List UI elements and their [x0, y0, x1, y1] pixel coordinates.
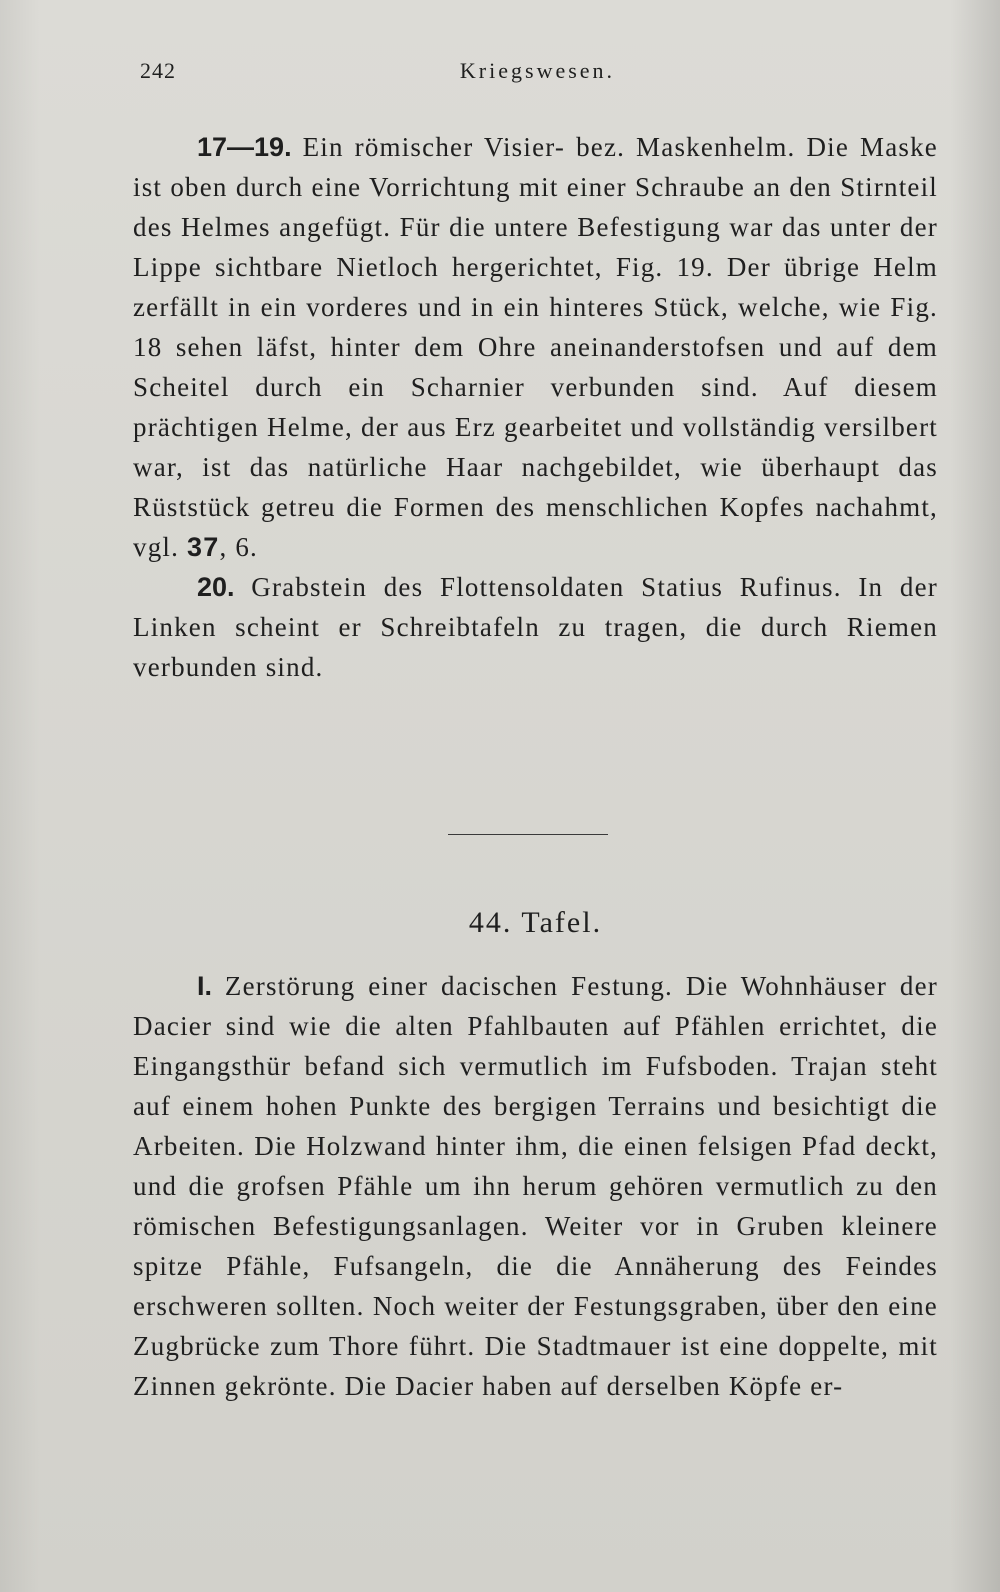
- page-header: [140, 58, 935, 98]
- paragraph-text: Grabstein des Flottensoldaten Statius Rufinus. In der Linken scheint er Schreibtafeln zu tragen, die durch Riemen verbunden sind.: [133, 572, 939, 682]
- plate-heading: 44. Tafel.: [468, 906, 603, 939]
- section-divider: [448, 834, 608, 835]
- figure-number: I.: [197, 971, 213, 1001]
- paragraph-17-19: [133, 127, 938, 567]
- running-title: Kriegswesen.: [459, 58, 616, 83]
- page-number: 242: [140, 58, 176, 83]
- section-plate-44-notes: [133, 966, 938, 1406]
- paragraph-20: [133, 567, 938, 687]
- paragraph-1: [133, 966, 938, 1406]
- figure-number: 20.: [197, 572, 235, 602]
- paragraph-text: Zerstörung einer dacischen Festung. Die Wohnhäuser der Dacier sind wie die alten Pfahlbauten auf Pfählen errichtet, die Eingangsthür befand sich vermutlich im Fufsboden. Trajan steht auf einem hohen Punkte des bergigen Terrains und besichtigt die Arbeiten. Die Holzwand hinter ihm, die einen felsigen Pfad deckt, und die grofsen Pfähle um ihn herum gehören vermutlich zu den römischen Befestigungsanlagen. Weiter vor in Gruben kleinere spitze Pfähle, Fufsangeln, die die Annäherung des Feindes erschweren sollten. Noch weiter der Festungsgraben, über den eine Zugbrücke zum Thore führt. Die Stadtmauer ist eine doppelte, mit Zinnen gekrönte. Die Dacier haben auf derselben Köpfe er-: [133, 971, 938, 1401]
- paragraph-text: Ein römischer Visier- bez. Maskenhelm. Die Maske ist oben durch eine Vorrichtung mit einer Schraube an den Stirnteil des Helmes angefügt. Für die untere Befestigung war das unter der Lippe sichtbare Nietloch hergerichtet, Fig. 19. Der übrige Helm zerfällt in ein vorderes und in ein hinteres Stück, welche, wie Fig. 18 sehen läfst, hinter dem Ohre aneinanderstofsen und auf dem Scheitel durch ein Scharnier verbunden sind. Auf diesem prächtigen Helme, der aus Erz gearbeitet und vollständig versilbert war, ist das natürliche Haar nachgebildet, wie überhaupt das Rüststück getreu die Formen des menschlichen Kopfes nachahmt, vgl.: [133, 132, 938, 562]
- section-plate-43-notes: [133, 127, 938, 687]
- figure-number: 17—19.: [197, 132, 292, 162]
- cross-reference-tail: , 6.: [219, 532, 259, 562]
- cross-reference: 37: [187, 532, 220, 562]
